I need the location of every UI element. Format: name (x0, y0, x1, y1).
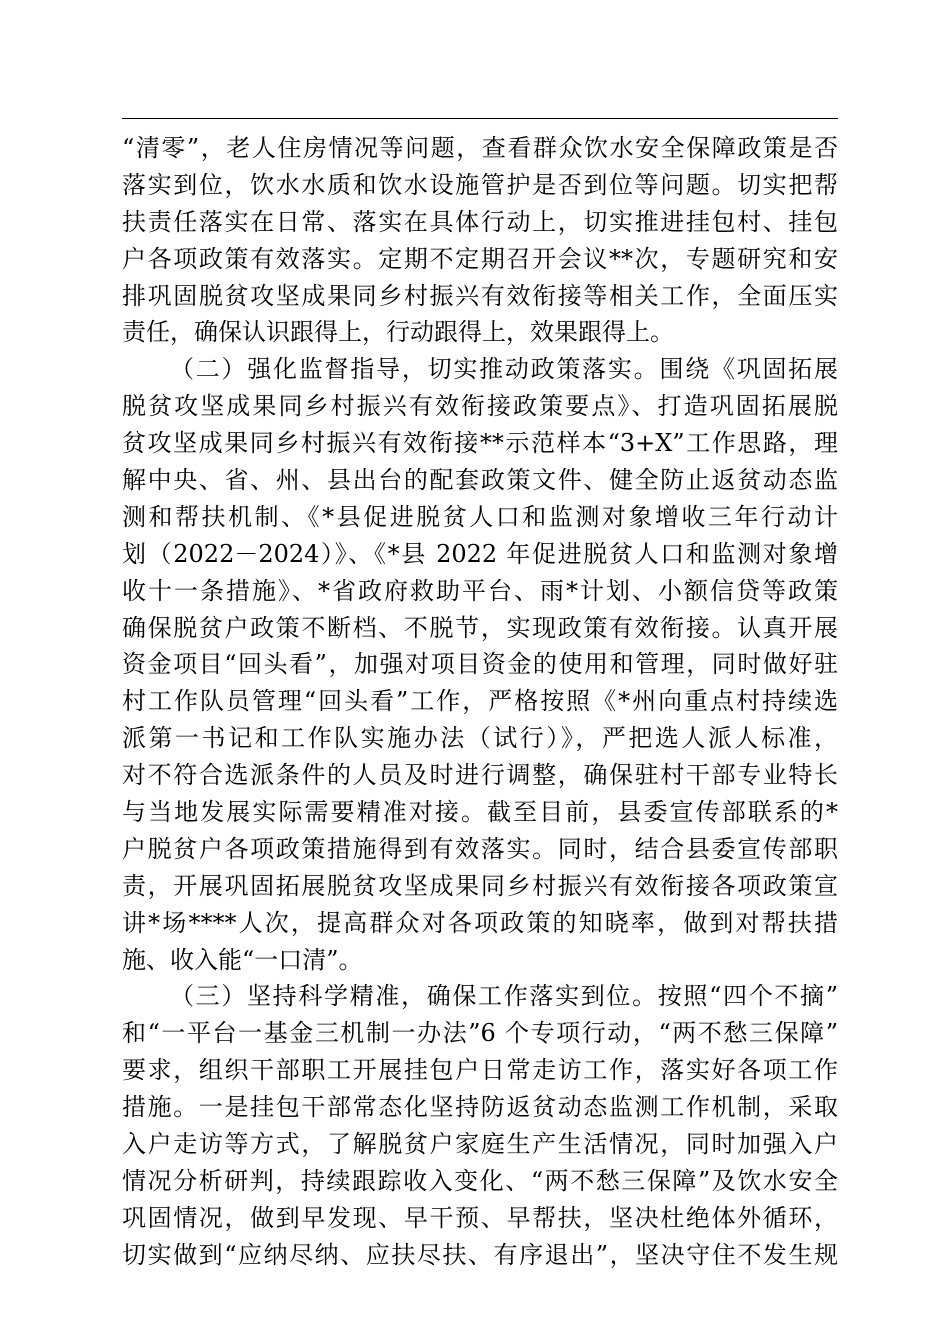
text-line: 扶责任落实在日常、落实在具体行动上，切实推进挂包村、挂包 (122, 207, 838, 236)
header-rule (122, 118, 838, 119)
text-line: 巩固情况，做到早发现、早干预、早帮扶，坚决杜绝体外循环， (122, 1203, 838, 1232)
paragraph (122, 351, 838, 978)
text-line: 确保脱贫户政策不断档、不脱节，实现政策有效衔接。认真开展 (122, 613, 838, 642)
text-line: 对不符合选派条件的人员及时进行调整，确保驻村干部专业特长 (122, 761, 838, 790)
paragraph (122, 978, 838, 1273)
text-line: 落实到位，饮水水质和饮水设施管护是否到位等问题。切实把帮 (122, 170, 838, 199)
text-line: 户脱贫户各项政策措施得到有效落实。同时，结合县委宣传部职 (122, 834, 838, 863)
text-line: 排巩固脱贫攻坚成果同乡村振兴有效衔接等相关工作，全面压实 (122, 281, 838, 310)
text-line: 讲*场****人次，提高群众对各项政策的知晓率，做到对帮扶措 (122, 908, 838, 937)
text-line: 和“一平台一基金三机制一办法”6 个专项行动，“两不愁三保障” (122, 1019, 838, 1048)
text-line: 切实做到“应纳尽纳、应扶尽扶、有序退出”，坚决守住不发生规 (122, 1240, 838, 1269)
text-line: 村工作队员管理“回头看”工作，严格按照《*州向重点村持续选 (122, 687, 838, 716)
text-line: 解中央、省、州、县出台的配套政策文件、健全防止返贫动态监 (122, 466, 838, 495)
text-line: （三）坚持科学精准，确保工作落实到位。按照“四个不摘” (170, 982, 838, 1011)
text-line: 户各项政策有效落实。定期不定期召开会议**次，专题研究和安 (122, 244, 838, 273)
text-line: 入户走访等方式，了解脱贫户家庭生产生活情况，同时加强入户 (122, 1130, 838, 1159)
text-line: 资金项目“回头看”，加强对项目资金的使用和管理，同时做好驻 (122, 650, 838, 679)
text-line: 施、收入能“一口清”。 (122, 945, 363, 974)
text-line: 要求，组织干部职工开展挂包户日常走访工作，落实好各项工作 (122, 1056, 838, 1085)
text-line: 责，开展巩固拓展脱贫攻坚成果同乡村振兴有效衔接各项政策宣 (122, 871, 838, 900)
text-line: 派第一书记和工作队实施办法（试行）》，严把选人派人标准， (122, 724, 838, 753)
text-line: 与当地发展实际需要精准对接。截至目前，县委宣传部联系的* (122, 798, 838, 827)
text-line: 责任，确保认识跟得上，行动跟得上，效果跟得上。 (122, 318, 674, 347)
paragraph (122, 130, 838, 351)
text-line: 贫攻坚成果同乡村振兴有效衔接**示范样本“3+X”工作思路，理 (122, 429, 838, 458)
text-line: “清零”，老人住房情况等问题，查看群众饮水安全保障政策是否 (122, 134, 838, 162)
text-line: 划（2022－2024）》、《*县 2022 年促进脱贫人口和监测对象增 (122, 539, 838, 568)
document-body (122, 130, 838, 1274)
text-line: 情况分析研判，持续跟踪收入变化、“两不愁三保障”及饮水安全 (122, 1166, 838, 1195)
text-line: （二）强化监督指导，切实推动政策落实。围绕《巩固拓展 (170, 355, 838, 384)
text-line: 脱贫攻坚成果同乡村振兴有效衔接政策要点》、打造巩固拓展脱 (122, 392, 838, 421)
text-line: 测和帮扶机制、《*县促进脱贫人口和监测对象增收三年行动计 (122, 502, 838, 531)
text-line: 收十一条措施》、*省政府救助平台、雨*计划、小额信贷等政策 (122, 576, 838, 605)
text-line: 措施。一是挂包干部常态化坚持防返贫动态监测工作机制，采取 (122, 1093, 838, 1122)
